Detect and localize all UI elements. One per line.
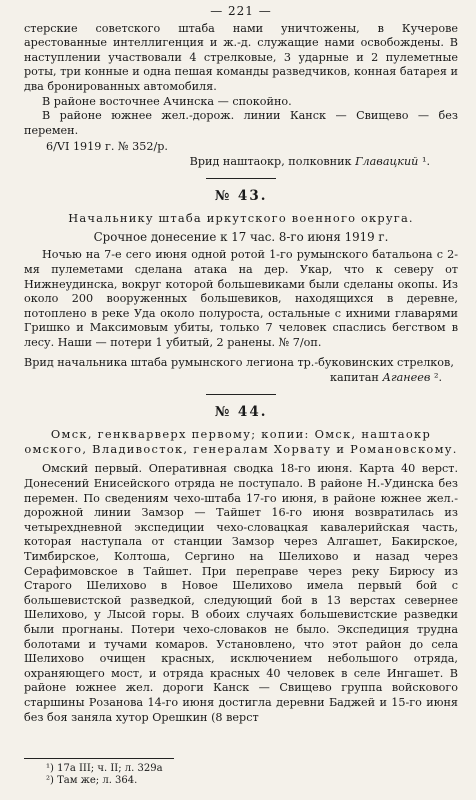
page-number: — 221 — bbox=[210, 4, 272, 18]
doc1-signature-prefix: Врид наштаокр, полковник bbox=[189, 154, 352, 168]
doc1-signature-name: Главацкий bbox=[355, 154, 419, 168]
section-divider-2 bbox=[206, 394, 276, 395]
doc1-date: 6/VI 1919 г. № 352/р. bbox=[46, 140, 168, 154]
doc2-body: Ночью на 7-е сего июня одной ротой 1-го румынского батальона с 2-мя пулеметами сделана атака на дер. Укар, что к северу от Нижнеудинска, вокруг которой большевиками были сделаны окопы. Из около 200 вооруженных большевиков, находящихся в деревне, потоплено в реке Уда около полуроста, остальные с ихними главарями Гришко и Максимовым убиты, только 7 человек спаслись бегством в лесу. Наши — потери 1 убитый, 2 ранены. № 7/оп. bbox=[24, 248, 458, 349]
footnote-rule bbox=[24, 758, 174, 759]
doc2-addressee: Начальнику штаба иркутского военного округа. bbox=[68, 211, 414, 226]
doc2-signature-name: Аганеев bbox=[382, 371, 431, 385]
doc2-signature-note: ². bbox=[433, 371, 442, 385]
doc2-signature-line1: Врид начальника штаба румынского легиона тр.-буковинских стрелков, bbox=[24, 356, 454, 370]
doc1-paragraph-1: стерские советского штаба нами уничтожены, в Кучерове арестованные интеллигенция и ж.-д. служащие нами освобождены. В наступлении участвовали 4 стрелковые, 3 ударные и 2 пулеметные роты, три конные и одна пешая команды разведчиков, конная батарея и два бронированных автомобиля. bbox=[24, 21, 458, 93]
doc1-paragraph-3: В районе южнее жел.-дорож. линии Канск — Свищево — без перемен. bbox=[24, 109, 458, 137]
footnotes bbox=[24, 758, 458, 787]
doc3-body: Омский первый. Оперативная сводка 18-го июня. Карта 40 верст. Донесений Енисейского отряда не поступало. В районе Н.-Удинска без перемен. По сведениям чехо-штаба 17-го июня, в районе южнее жел.-дорожной линии Замзор — Тайшет 16-го июня возвратилась из четырехдневной экспедиции чехо-словацкая кавалерийская часть, которая наступала от станции Замзор через Алгашет, Бакирское, Тимбирское, Колтоша, Сергино на Шелихово и назад через Серафимовское в Тайшет. При переправе через реку Бирюсу из Старого Шелихово в Новое Шелихово имела первый бой с большевистской разведкой, следующий бой в 13 верстах севернее Шелихово, у Лысой горы. В обоих случаях большевистские разведки были прогнаны. Потери чехо-словаков не было. Экспедиция трудна болотами и тучами комаров. Установлено, что этот район до села Шелихово очищен красных, исключением небольшого отряда, охраняющего мост, и отряда красных 40 человек в селе Ингашет. В районе южнее жел. дороги Канск — Свищево группа войскового старшины Розанова 14-го июня достигла деревни Баджей и 15-го июня без боя заняла хутор Орешкин (8 верст bbox=[24, 462, 458, 724]
doc1-signature bbox=[24, 155, 458, 170]
doc1-signature-note: ¹. bbox=[421, 154, 430, 168]
doc1-paragraph-2: В районе восточнее Ачинска — спокойно. bbox=[42, 94, 292, 108]
section-divider-1 bbox=[206, 178, 276, 179]
footnote-1: ¹) 17а III; ч. II; л. 329а bbox=[46, 763, 163, 774]
footnote-2: ²) Там же; л. 364. bbox=[46, 775, 138, 786]
doc2-signature-block bbox=[24, 356, 458, 385]
doc2-number: № 43. bbox=[214, 187, 268, 204]
doc2-signature-prefix: капитан bbox=[330, 371, 379, 385]
doc3-addressee: Омск, генкварверх первому; копии: Омск, наштаокр омского, Владивосток, генералам Хорвату и Романовскому. bbox=[24, 427, 458, 456]
doc3-number: № 44. bbox=[214, 403, 268, 420]
doc1-date-line bbox=[24, 140, 458, 155]
doc2-subtitle: Срочное донесение к 17 час. 8-го июня 1919 г. bbox=[93, 229, 389, 244]
doc2-signature-line2 bbox=[24, 371, 458, 386]
